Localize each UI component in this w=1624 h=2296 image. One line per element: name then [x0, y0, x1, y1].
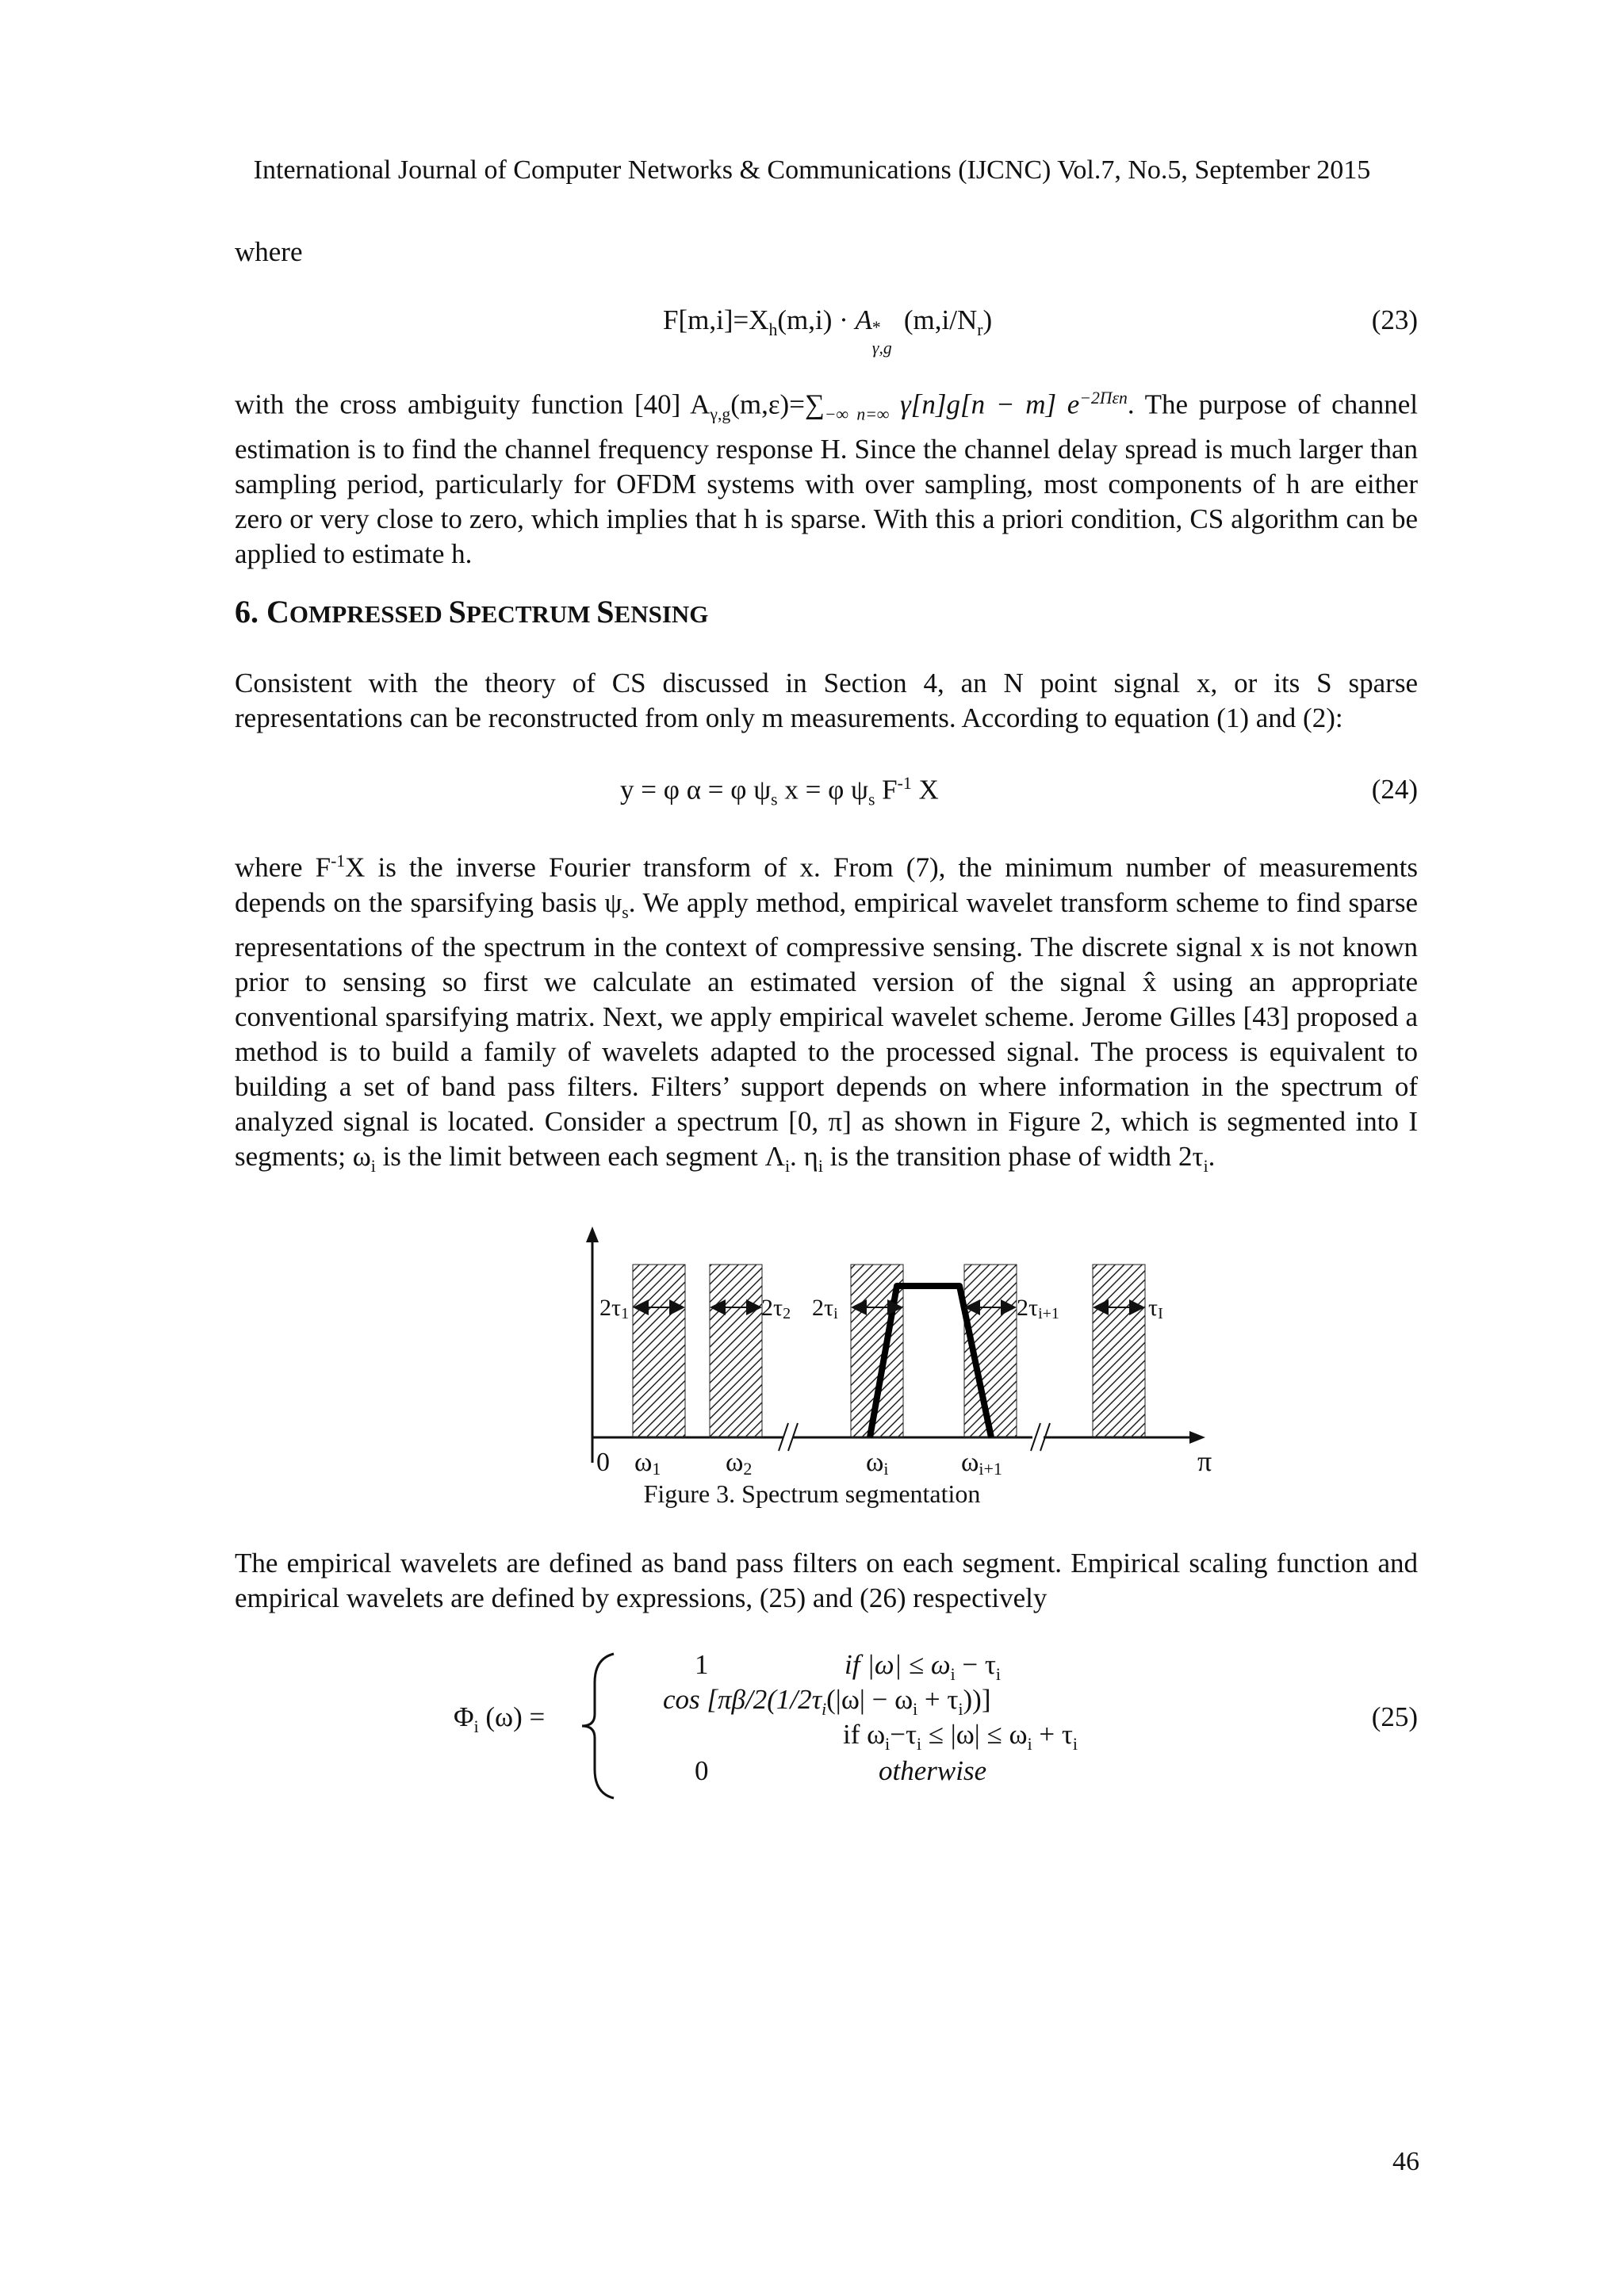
paragraph-empirical-wavelet: where $F^{-1}X$ is the inverse Fourier transform of x. From (7), the minimum number of measurements depends on the sparsifying basis $\psi_s$. We apply method, empirical wavelet transform scheme to find sparse representations of the spectrum in the context of compressive sensing. The discrete signal x is not known prior to sensing so first we calculate an estimated version of the signal x̂ using an appropriate conventional sparsifying matrix. Next, we apply empirical wavelet scheme. Jerome Gilles [43] proposed a method is to build a family of wavelets adapted to the processed signal. The process is equivalent to building a set of band pass filters. Filters’ support depends on where information in the spectrum of analyzed signal is located. Consider a spectrum [0, π] as shown in Figure 2, which is segmented into I segments; $\omega_i$ is the limit between each segment $\Lambda_i$. $\eta_i$ is the transition phase of width $2\tau_i$.	[235, 851, 1418, 1176]
figure-caption: Figure 3. Spectrum segmentation	[643, 1479, 981, 1508]
where-label: where	[235, 236, 303, 267]
equation-24: y = φ α = φ $\psi_s$ x = φ $\psi_s$ $F^{-1}$ X	[620, 774, 939, 809]
label-tauI: τI	[1148, 1295, 1163, 1322]
equation-24-number: (24)	[1371, 774, 1418, 805]
equation-25-number: (25)	[1371, 1701, 1418, 1732]
case-2-condition: if $\omega_i-\tau_i \le |\omega| \le \omega_i + \tau_i$	[843, 1719, 1078, 1754]
label-2tau2: 2τ2	[761, 1295, 791, 1322]
piecewise-brace	[579, 1651, 619, 1801]
label-omega1: ω1	[634, 1448, 661, 1479]
case-2-value: $\cos [\pi\beta/2(1/2\tau_i(|\omega| - \omega_i + \tau_i))]$	[663, 1684, 991, 1719]
equation-23: $F[m,i]=X_h(m,i) \cdot A$ * γ,g $(m,i/N_r)$	[663, 304, 993, 358]
paragraph-empirical-definitions: The empirical wavelets are defined as band pass filters on each segment. Empirical scaling function and empirical wavelets are defined by expressions, (25) and (26) respectively	[235, 1548, 1418, 1613]
transition-band-I	[1093, 1265, 1145, 1437]
transition-band-2	[710, 1265, 762, 1437]
label-2taui-plus-1: 2τi+1	[1017, 1295, 1059, 1322]
equation-25-lhs: $\Phi_i$ (ω) =	[454, 1701, 546, 1736]
label-omegai-plus-1: ωi+1	[961, 1448, 1002, 1479]
case-1-value: 1	[695, 1649, 709, 1680]
page-number: 46	[1392, 2147, 1419, 2176]
case-1-condition: if $|\omega| \le \omega_i - \tau_i$	[845, 1649, 1001, 1684]
section-heading: 6. COMPRESSED SPECTRUM SENSING	[235, 594, 709, 629]
case-3-condition: otherwise	[879, 1755, 987, 1786]
label-2tau1: 2τ1	[599, 1295, 630, 1322]
running-header: International Journal of Computer Networks & Communications (IJCNC) Vol.7, No.5, September 2015	[253, 155, 1371, 185]
equation-23-number: (23)	[1371, 304, 1418, 335]
label-omega2: ω2	[726, 1448, 753, 1479]
paragraph-channel-estimation: with the cross ambiguity function [40] $A_{\gamma,g}(m,\varepsilon)=\sum_{-\infty n=\infty}$ γ[n]g[n − m] $e^{-2\Pi\varepsilon n}$. The purpose of channel estimation is to find the channel frequency response H. Since the channel delay spread is much larger than sampling period, particularly for OFDM systems with over sampling, most components of h are either zero or very close to zero, which implies that h is sparse. With this a priori condition, CS algorithm can be applied to estimate h.	[235, 388, 1418, 569]
transition-band-1	[633, 1265, 685, 1437]
x-axis-arrow-icon	[1189, 1431, 1205, 1444]
spectrum-segmentation-figure	[571, 1225, 1229, 1487]
label-omegai: ωi	[866, 1448, 889, 1479]
label-zero: 0	[596, 1448, 610, 1477]
case-3-value: 0	[695, 1755, 709, 1786]
label-pi: π	[1197, 1445, 1212, 1477]
y-axis-arrow-icon	[586, 1226, 599, 1242]
paragraph-cs-theory: Consistent with the theory of CS discussed in Section 4, an N point signal x, or its S sparse representations can be reconstructed from only m measurements. According to equation (1) and (2):	[235, 668, 1418, 733]
label-2taui: 2τi	[812, 1295, 838, 1322]
